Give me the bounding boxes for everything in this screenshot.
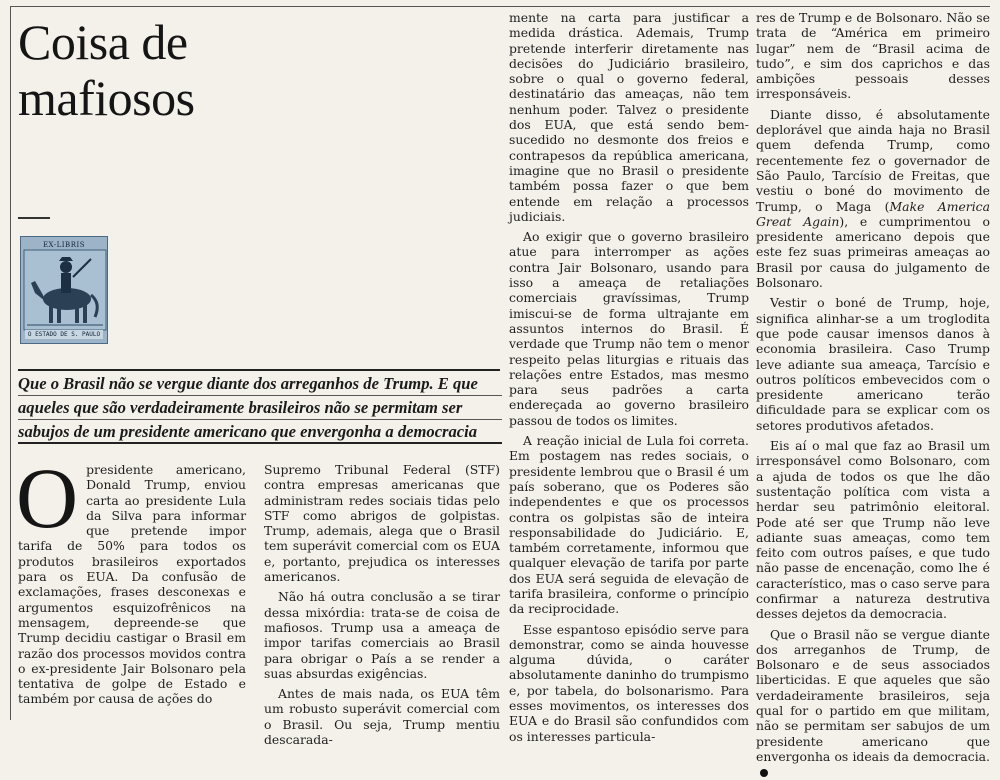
article-column-3 (509, 10, 749, 744)
article-column-4 (756, 10, 990, 764)
ex-libris-vignette (20, 236, 108, 344)
paragraph-1-tail: Supremo Tribunal Federal (STF) contra empresas americanas que administram redes sociais tidas pelo STF como abrigos de golpistas. Trump, ademais, alega que o Brasil tem superávit comercial com os EUA e, portanto, prejudica os interesses americanos. (264, 462, 500, 585)
paragraph-8: Vestir o boné de Trump, hoje, significa alinhar-se a um troglodita que pode causar imensos danos à economia brasileira. Caso Trump leve adiante sua ameaça, Tarcísio e outros políticos embevecidos com o presidente americano terão dificuldade para se explicar com os setores produtivos afetados. (756, 295, 990, 433)
headline: Coisa de mafiosos (18, 14, 195, 126)
paragraph-7-text-b: ), e cumprimentou o presidente americano depois que este fez suas primeiras ameaças ao Brasil por causa do julgamento de Bolsonaro. (756, 213, 990, 291)
end-mark-icon (760, 769, 768, 777)
ex-libris-label: EX-LIBRIS (42, 241, 86, 249)
horseman-illustration (21, 237, 109, 345)
paragraph-1 (16, 450, 246, 707)
paragraph-1-continued (264, 462, 500, 584)
short-divider (18, 217, 50, 219)
paragraph-7-italic: Make America Great Again (756, 198, 990, 229)
paragraph-7-text-a: Diante disso, é absolutamente deplorável que ainda haja no Brasil quem defenda Trump, como recentemente fez o governador de São Paulo, Tarcísio de Freitas, que vestiu o boné do movimento de Trump, o Maga ( (756, 106, 990, 214)
paragraph-7 (756, 107, 990, 291)
drop-cap: O (16, 450, 79, 546)
paragraph-1-text: presidente americano, Donald Trump, enviou carta ao presidente Lula da Silva para informar que pretende impor tarifa de 50% para todos os produtos brasileiros exportados para os EUA. Da confusão de exclamações, frases desconexas e argumentos esquizofrênicos na mensagem, depreende-se que Trump decidiu castigar o Brasil em razão dos processos movidos contra o ex-presidente Jair Bolsonaro pela tentativa de golpe de Estado e também por causa de ações do (18, 462, 246, 707)
deck-line-2: aqueles que são verdadeiramente brasileiros não se permitam ser (18, 396, 502, 420)
paragraph-10 (756, 627, 990, 780)
article-column-2 (264, 462, 500, 748)
paragraph-9: Eis aí o mal que faz ao Brasil um irresponsável como Bolsonaro, com a ajuda de todos os que lhe dão sustentação política com vista a herdar seu patrimônio eleitoral. Pode até ser que Trump não leve adiante suas ameaças, como tem feito com outros países, e que tudo não passe de encenação, como lhe é característico, mas o caso serve para confirmar a natureza destrutiva desses dejetos da democracia. (756, 438, 990, 622)
paragraph-2: Não há outra conclusão a se tirar dessa mixórdia: trata-se de coisa de mafiosos. Trump usa a ameaça de impor tarifas comerciais ao Brasil para obrigar o País a se render a suas absurdas exigências. (264, 589, 500, 681)
paragraph-10-text: Que o Brasil não se vergue diante dos arreganhos de Trump, de Bolsonaro e de seus associados liberticidas. E que aqueles que são verdadeiramente brasileiros, seja qual for o partido em que militam, não se permitam ser sabujos de um presidente americano que envergonha os ideais da democracia. (756, 626, 990, 764)
deck-top-rule (18, 369, 500, 371)
paragraph-4: Ao exigir que o governo brasileiro atue para interromper as ações contra Jair Bolsonaro, usando para isso a ameaça de retaliações comerciais gravíssimas, Trump imiscui-se de forma ultrajante em assuntos internos do Brasil. É verdade que Trump não tem o menor respeito pelas liturgias e rituais das relações entre Estados, mas mesmo para seus padrões a carta endereçada ao governo brasileiro passou de todos os limites. (509, 229, 749, 428)
article-column-1 (16, 450, 246, 720)
paragraph-3: Antes de mais nada, os EUA têm um robusto superávit comercial com o Brasil. Ou seja, Trump mentiu descarada- (264, 686, 500, 748)
paragraph-5: A reação inicial de Lula foi correta. Em postagem nas redes sociais, o presidente lembrou que o Brasil é um país soberano, que os Poderes são independentes e que os processos contra os golpistas são de inteira responsabilidade do Judiciário. E, também corretamente, informou que qualquer elevação de tarifa por parte dos EUA será seguida de elevação de tarifa brasileira, conforme o princípio da reciprocidade. (509, 433, 749, 617)
top-rule (10, 6, 990, 7)
deck-line-3: sabujos de um presidente americano que envergonha a democracia (18, 420, 502, 444)
paragraph-3-continued: mente na carta para justificar a medida drástica. Ademais, Trump pretende interferir diretamente nas decisões do Judiciário brasileiro, sobre o qual o governo federal, destinatário das ameaças, não tem nenhum poder. Talvez o presidente dos EUA, que está sendo bem-sucedido no desmonte dos freios e contrapesos da república americana, imagine que no Brasil o presidente também possa fazer o que bem entende em relação a processos judiciais. (509, 10, 749, 224)
paragraph-6-continued: res de Trump e de Bolsonaro. Não se trata de “América em primeiro lugar” nem de “Brasil acima de tudo”, e sim dos caprichos e das ambições pessoais desses irresponsáveis. (756, 10, 990, 102)
deck-line-1: Que o Brasil não se vergue diante dos arreganhos de Trump. E que (18, 372, 502, 396)
ex-libris-caption: O ESTADO DE S. PAULO (25, 330, 103, 339)
left-rule (10, 6, 11, 720)
paragraph-6: Esse espantoso episódio serve para demonstrar, como se ainda houvesse alguma dúvida, o caráter absolutamente daninho do trumpismo e, por tabela, do bolsonarismo. Para esses movimentos, os interesses dos EUA e do Brasil são confundidos com os interesses particula- (509, 621, 749, 744)
deck-subheadline (18, 372, 502, 444)
